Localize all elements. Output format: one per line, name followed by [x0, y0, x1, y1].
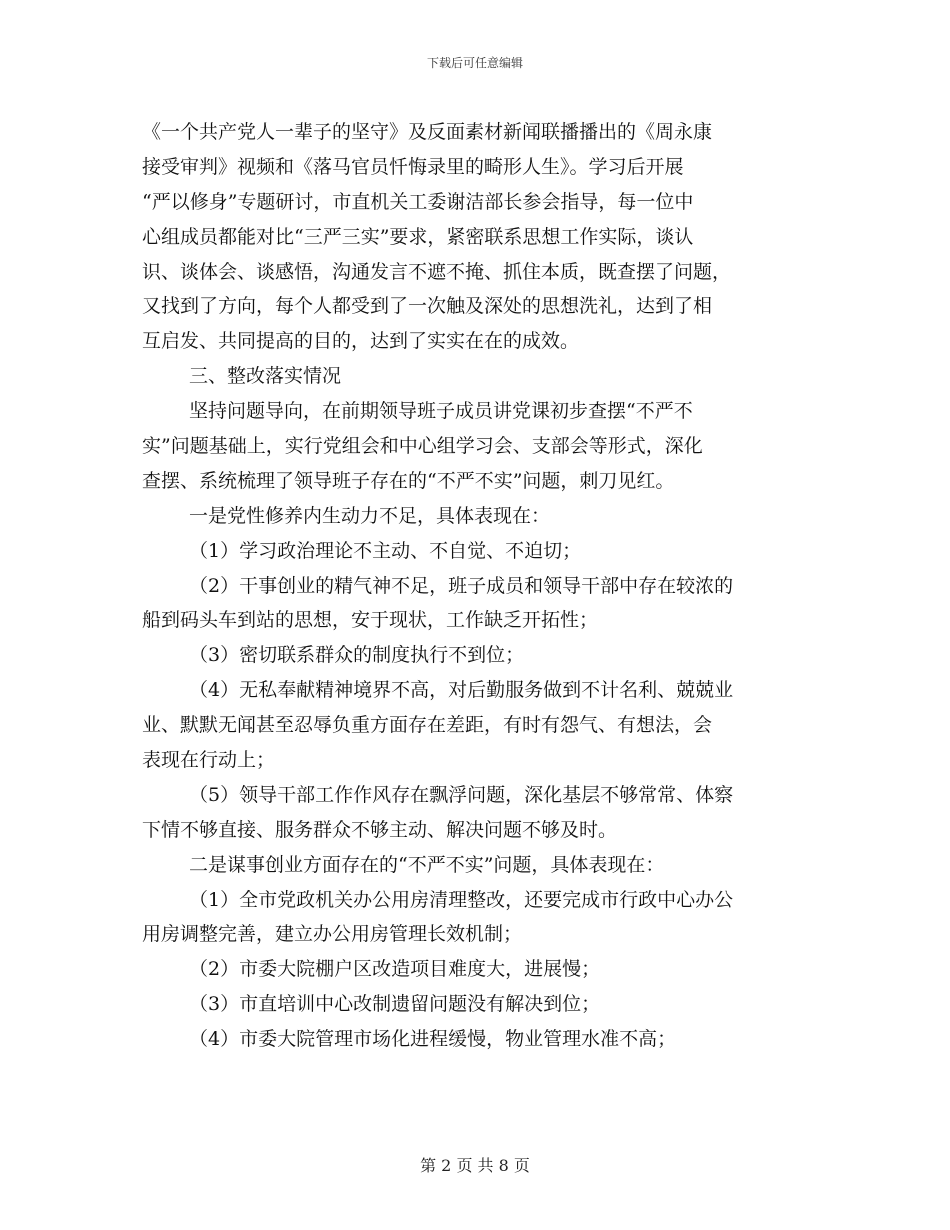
text-line: 表现在行动上；	[142, 749, 276, 772]
text-line: “严以修身”专题研讨，市直机关工委谢洁部长参会指导，每一位中	[142, 190, 694, 213]
text-line: （4）市委大院管理市场化进程缓慢，物业管理水准不高；	[189, 1028, 677, 1051]
text-line: （2）市委大院棚户区改造项目难度大，进展慢；	[189, 958, 601, 981]
text-line: 心组成员都能对比“三严三实”要求，紧密联系思想工作实际，谈认	[142, 225, 694, 248]
text-line: 《一个共产党人一辈子的坚守》及反面素材新闻联播播出的《周永康	[142, 121, 713, 143]
text-line: 用房调整完善，建立办公用房管理长效机制；	[142, 923, 523, 946]
document-body	[142, 115, 809, 1057]
text-line: 实”问题基础上，实行党组会和中心组学习会、支部会等形式，深化	[142, 435, 703, 458]
text-line: （3）市直培训中心改制遗留问题没有解决到位；	[189, 993, 601, 1016]
text-line: 业、默默无闻甚至忍辱负重方面存在差距，有时有怨气、有想法，会	[142, 714, 713, 737]
text-line: （4）无私奉献精神境界不高，对后勤服务做到不计名利、兢兢业	[189, 679, 734, 702]
text-line: 一是党性修养内生动力不足，具体表现在：	[189, 504, 551, 527]
page-number-footer: 第 2 页 共 8 页	[420, 1156, 530, 1175]
text-line: 二是谋事创业方面存在的“不严不实”问题，具体表现在：	[189, 853, 665, 876]
text-line: 互启发、共同提高的目的，达到了实实在在的成效。	[142, 330, 580, 353]
text-line: （1）全市党政机关办公用房清理整改，还要完成市行政中心办公	[189, 888, 734, 911]
text-line: 又找到了方向，每个人都受到了一次触及深处的思想洗礼，达到了相	[142, 295, 713, 318]
text-line: 坚持问题导向，在前期领导班子成员讲党课初步查摆“不严不	[189, 400, 693, 423]
text-line: 三、整改落实情况	[189, 365, 342, 388]
text-line: 船到码头车到站的思想，安于现状，工作缺乏开拓性；	[142, 609, 599, 632]
text-line: 查摆、系统梳理了领导班子存在的“不严不实”问题，刺刀见红。	[142, 469, 675, 492]
text-line: （5）领导干部工作作风存在飘浮问题，深化基层不够常常、体察	[189, 783, 734, 806]
text-line: 接受审判》视频和《落马官员忏悔录里的畸形人生》。学习后开展	[142, 155, 684, 178]
text-line: 下情不够直接、服务群众不够主动、解决问题不够及时。	[142, 818, 618, 841]
text-line: 识、谈体会、谈感悟，沟通发言不遮不掩、抓住本质，既查摆了问题，	[142, 260, 732, 283]
page-header-note: 下载后可任意编辑	[426, 56, 523, 70]
text-line: （1）学习政治理论不主动、不自觉、不迫切；	[189, 539, 582, 562]
text-line: （2）干事创业的精气神不足，班子成员和领导干部中存在较浓的	[189, 574, 734, 597]
text-line: （3）密切联系群众的制度执行不到位；	[189, 644, 525, 667]
